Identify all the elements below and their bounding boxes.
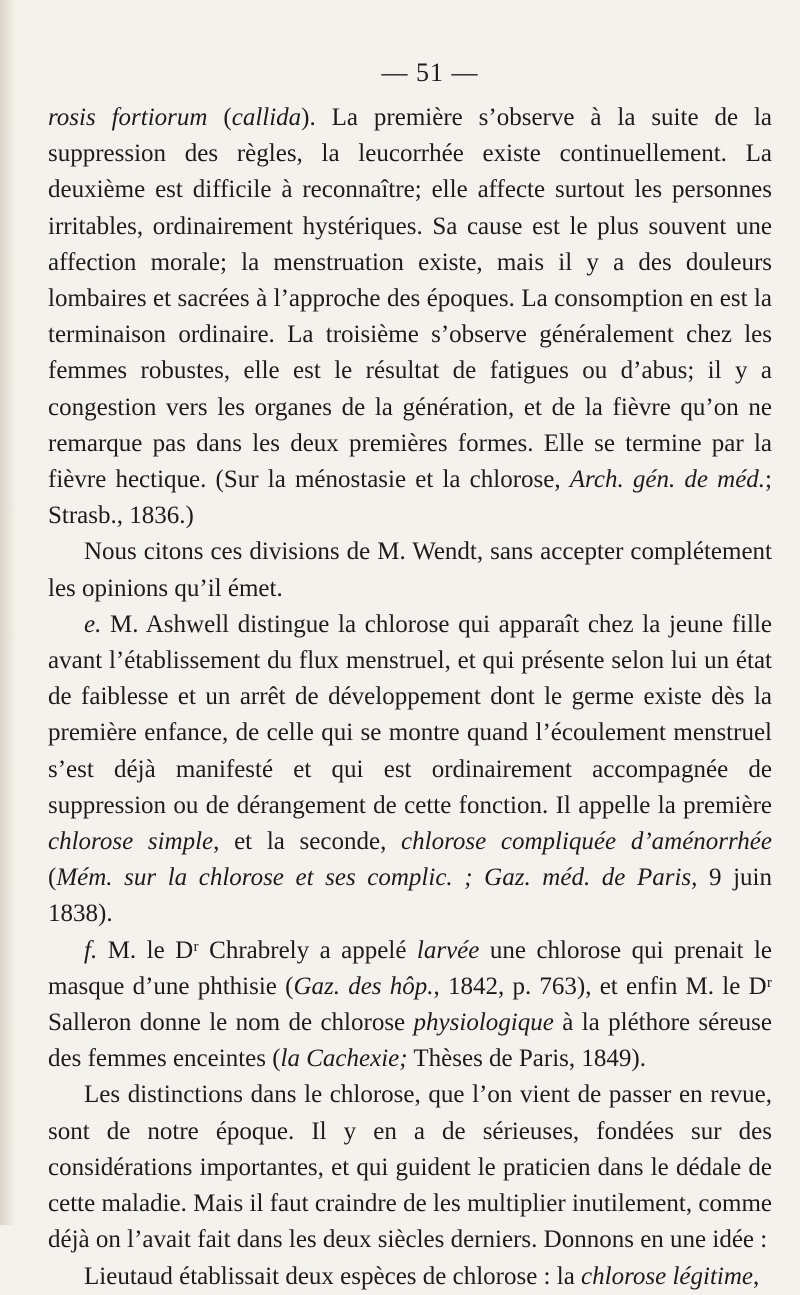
text-run: M. Ashwell distingue la chlorose qui apparaît chez la jeune fille avant l’établissement du flux menstruel, et qui présente selon lui un état de faiblesse et un arrêt de développement dont le germe existe dès la première enfance, de celle qui se montre quand l’écoulement menstruel s’est déjà manifesté et qui est ordinairement accompagnée de suppression ou de dérangement de cette fonction. Il appelle la première [48, 610, 772, 819]
italic-run: chlorose compliquée d’aménorrhée [401, 828, 772, 856]
paragraph [48, 1077, 772, 1258]
text-run: Les distinctions dans le chlorose, que l’on vient de passer en revue, sont de notre époque. Il y en a de sérieuses, fondées sur des considérations importantes, et qui guident le praticien dans le dédale de cette maladie. Mais il faut craindre de les multiplier inutilement, comme déjà on l’avait fait dans les deux siècles derniers. Donnons en une idée : [48, 1081, 772, 1254]
paragraph [48, 534, 772, 606]
paragraph [48, 1259, 772, 1295]
italic-run: Mém. sur la chlorose et ses complic. ; Gaz. méd. de Paris, [56, 864, 698, 892]
body-text [48, 100, 772, 1295]
text-run: 9 juin 1838). [48, 864, 772, 928]
italic-run: callida [231, 104, 302, 131]
text-run: M. le Dʳ Chrabrely a appelé [97, 936, 417, 964]
text-run: Nous citons ces divisions de M. Wendt, sans accepter complétement les opinions qu’il émet. [48, 538, 772, 602]
text-run: ( [207, 104, 232, 131]
italic-run: physiologique [413, 1009, 554, 1037]
italic-run: Arch. gén. de méd. [569, 466, 766, 494]
text-run: ). La première s’observe à la suite de la suppression des règles, la leucorrhée existe continuellement. La deuxième est difficile à reconnaître; elle affecte surtout les personnes irritables, ordinairement hystériques. Sa cause est le plus souvent une affection morale; la menstruation existe, mais il y a des douleurs lombaires et sacrées à l’approche des époques. La consomption en est la terminaison ordinaire. La troisième s’observe généralement chez les femmes robustes, elle est le résultat de fatigues ou d’abus; il y a congestion vers les organes de la génération, et de la fièvre qu’on ne remarque pas dans les deux premières formes. Elle se termine par la fièvre hectique. (Sur la ménostasie et la chlorose, [48, 104, 772, 494]
text-run: une chlorose qui prenait le masque d’une phthisie ( [48, 936, 772, 1000]
text-run: ( [48, 864, 57, 892]
text-run: à la pléthore séreuse des femmes enceintes ( [48, 1009, 773, 1073]
book-page [48, 58, 772, 1295]
paragraph [48, 607, 772, 933]
italic-run: chlorose simple [48, 828, 214, 856]
text-run: Lieutaud établissait deux espèces de chlorose : la [84, 1262, 582, 1290]
paragraph [48, 933, 772, 1078]
text-run: , [753, 1262, 760, 1290]
italic-run: la Cachexie; [280, 1045, 408, 1073]
binding-edge [0, 0, 16, 1225]
italic-run: e. [84, 610, 102, 638]
italic-run: f. [84, 936, 98, 964]
italic-run: rosis fortiorum [48, 104, 208, 131]
italic-run: chlorose légitime [581, 1262, 753, 1290]
page-number: — 51 — [381, 58, 479, 87]
text-run: , et la seconde, [213, 828, 402, 856]
text-run: , 1842, p. 763), et enfin M. le Dʳ Salleron donne le nom de chlorose [48, 972, 773, 1037]
text-run: ; Strasb., 1836.) [48, 466, 772, 530]
italic-run: Gaz. des hôp. [293, 972, 434, 1000]
italic-run: larvée [416, 936, 480, 964]
text-run: Thèses de Paris, 1849). [407, 1045, 646, 1073]
paragraph [48, 100, 772, 534]
